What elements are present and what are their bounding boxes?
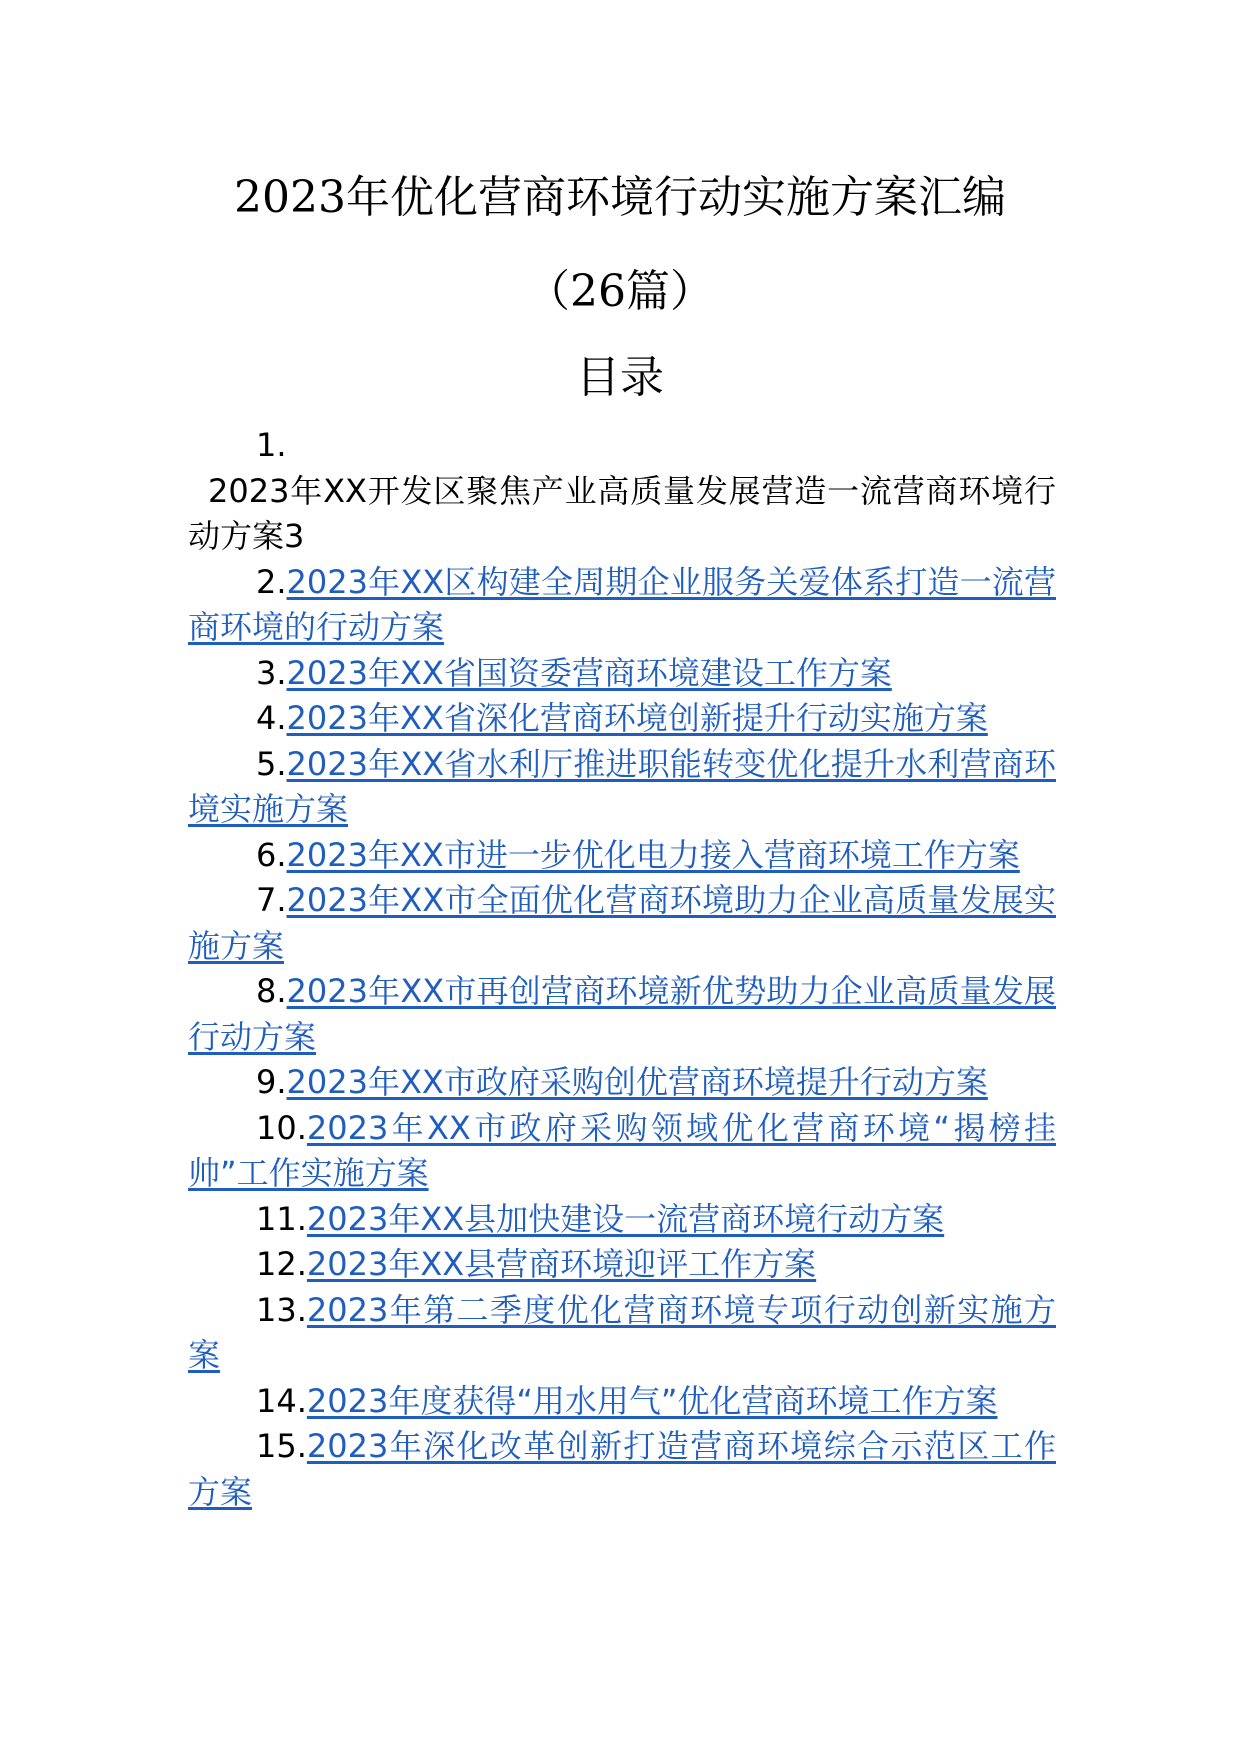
toc-item-link[interactable]: 2023年XX市全面优化营商环境助力企业高质量发展实施方案	[188, 881, 1056, 965]
toc-item-link[interactable]: 2023年度获得“用水用气”优化营商环境工作方案	[306, 1381, 998, 1420]
toc-item-link[interactable]: 2023年深化改革创新打造营商环境综合示范区工作方案	[188, 1427, 1056, 1511]
toc-item-5	[188, 742, 1056, 833]
toc-item-number: 11.	[256, 1199, 307, 1238]
toc-item-link[interactable]: 2023年XX市政府采购创优营商环境提升行动方案	[286, 1063, 988, 1101]
toc-item-7	[188, 878, 1056, 969]
toc-item-number: 12.	[256, 1245, 307, 1283]
toc-item-page-number: 3	[284, 517, 305, 555]
toc-item-link[interactable]: 2023年XX市再创营商环境新优势助力企业高质量发展行动方案	[188, 972, 1056, 1056]
toc-item-15	[188, 1424, 1056, 1515]
toc-item-number: 13.	[256, 1290, 307, 1329]
toc-item-1	[188, 469, 1056, 560]
toc-item-9	[188, 1060, 1056, 1106]
table-of-contents	[188, 423, 1056, 1515]
toc-item-13	[188, 1288, 1056, 1379]
toc-item-number: 15.	[256, 1427, 307, 1465]
toc-item-number: 8.	[256, 972, 287, 1010]
toc-item-3	[188, 651, 1056, 697]
toc-item-number: 4.	[256, 699, 287, 737]
toc-item-number: 3.	[256, 653, 287, 692]
toc-item-2	[188, 560, 1056, 651]
toc-item-number: 6.	[256, 835, 287, 874]
toc-item-4	[188, 696, 1056, 742]
toc-item-link[interactable]: 2023年第二季度优化营商环境专项行动创新实施方案	[188, 1290, 1056, 1374]
toc-item-link[interactable]: 2023年XX县加快建设一流营商环境行动方案	[306, 1199, 945, 1238]
toc-item-6	[188, 833, 1056, 879]
toc-item-number: 7.	[256, 881, 287, 919]
toc-item-number: 10.	[256, 1108, 307, 1147]
document-title: 2023年优化营商环境行动实施方案汇编	[234, 172, 1006, 223]
toc-linked-items	[188, 560, 1056, 1516]
toc-item-12	[188, 1242, 1056, 1288]
toc-item-link[interactable]: 2023年XX市进一步优化电力接入营商环境工作方案	[286, 835, 1020, 874]
toc-item-11	[188, 1197, 1056, 1243]
toc-item-number: 2.	[256, 562, 287, 601]
toc-item-link[interactable]: 2023年XX县营商环境迎评工作方案	[306, 1245, 817, 1283]
toc-item-number: 9.	[256, 1063, 287, 1101]
toc-item-14	[188, 1379, 1056, 1425]
toc-item-number: 1.	[256, 426, 287, 464]
toc-item-link[interactable]: 2023年XX省国资委营商环境建设工作方案	[286, 653, 892, 692]
toc-item-link[interactable]: 2023年XX市政府采购领域优化营商环境“揭榜挂帅”工作实施方案	[188, 1108, 1056, 1192]
toc-item-1-number-line	[188, 423, 1056, 469]
document-subtitle-count: （26篇）	[526, 266, 714, 317]
toc-item-title: 2023年XX开发区聚焦产业高质量发展营造一流营商环境行动方案	[188, 471, 1056, 555]
toc-heading: 目录	[576, 352, 664, 403]
toc-item-number: 5.	[256, 744, 287, 783]
toc-item-10	[188, 1106, 1056, 1197]
toc-item-link[interactable]: 2023年XX省深化营商环境创新提升行动实施方案	[286, 699, 988, 737]
toc-item-link[interactable]: 2023年XX省水利厅推进职能转变优化提升水利营商环境实施方案	[188, 744, 1056, 828]
toc-item-8	[188, 969, 1056, 1060]
toc-item-link[interactable]: 2023年XX区构建全周期企业服务关爱体系打造一流营商环境的行动方案	[188, 562, 1056, 646]
toc-item-number: 14.	[256, 1381, 307, 1420]
